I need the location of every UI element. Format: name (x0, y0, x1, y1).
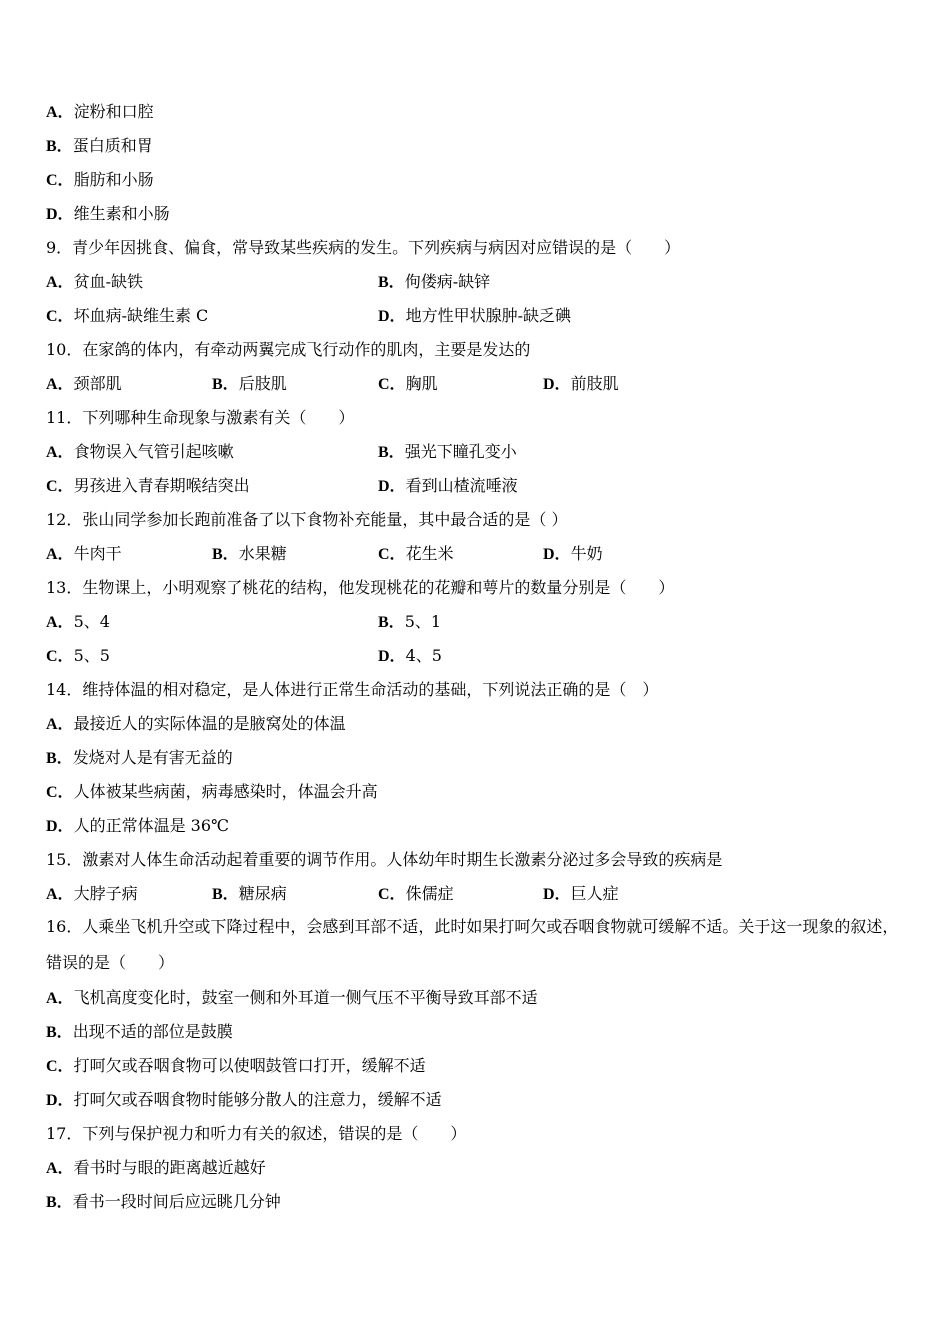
q13-option-b: B．5、1 (378, 612, 442, 631)
q9-option-c: C．坏血病-缺维生素 C (46, 306, 209, 325)
q14-option-a: A．最接近人的实际体温的是腋窝处的体温 (46, 714, 346, 733)
q15-option-d: D．巨人症 (543, 884, 619, 903)
q9-option-d: D．地方性甲状腺肿-缺乏碘 (378, 306, 571, 325)
q12-option-b: B．水果糖 (212, 544, 287, 563)
q16-option-c: C．打呵欠或吞咽食物可以使咽鼓管口打开，缓解不适 (46, 1056, 426, 1075)
q10-stem: 10．在家鸽的体内，有牵动两翼完成飞行动作的肌肉，主要是发达的 (46, 340, 531, 359)
q11-stem: 11．下列哪种生命现象与激素有关（ ） (46, 408, 355, 427)
q15-stem: 15．激素对人体生命活动起着重要的调节作用。人体幼年时期生长激素分泌过多会导致的疾病是 (46, 850, 723, 869)
q9-option-a: A．贫血-缺铁 (46, 272, 143, 291)
q9-stem: 9．青少年因挑食、偏食，常导致某些疾病的发生。下列疾病与病因对应错误的是（ ） (46, 238, 681, 257)
q13-option-c: C．5、5 (46, 646, 110, 665)
q12-option-d: D．牛奶 (543, 544, 603, 563)
q12-option-a: A．牛肉干 (46, 544, 122, 563)
q17-option-a: A．看书时与眼的距离越近越好 (46, 1158, 266, 1177)
q8-option-c: C．脂肪和小肠 (46, 170, 154, 189)
q10-option-c: C．胸肌 (378, 374, 438, 393)
q10-option-b: B．后肢肌 (212, 374, 287, 393)
q16-option-a: A．飞机高度变化时，鼓室一侧和外耳道一侧气压不平衡导致耳部不适 (46, 988, 538, 1007)
q15-option-c: C．侏儒症 (378, 884, 454, 903)
q13-option-d: D．4、5 (378, 646, 442, 665)
q10-option-a: A．颈部肌 (46, 374, 122, 393)
q14-option-d: D．人的正常体温是 36℃ (46, 816, 229, 835)
q14-stem: 14．维持体温的相对稳定，是人体进行正常生命活动的基础，下列说法正确的是（ ） (46, 680, 659, 699)
q13-stem: 13．生物课上，小明观察了桃花的结构，他发现桃花的花瓣和萼片的数量分别是（ ） (46, 578, 675, 597)
q14-option-b: B．发烧对人是有害无益的 (46, 748, 233, 767)
q13-option-a: A．5、4 (46, 612, 110, 631)
q17-option-b: B．看书一段时间后应远眺几分钟 (46, 1192, 281, 1211)
q16-option-b: B．出现不适的部位是鼓膜 (46, 1022, 233, 1041)
q11-option-a: A．食物误入气管引起咳嗽 (46, 442, 234, 461)
q12-stem: 12．张山同学参加长跑前准备了以下食物补充能量，其中最合适的是（ ） (46, 510, 568, 529)
q16-option-d: D．打呵欠或吞咽食物时能够分散人的注意力，缓解不适 (46, 1090, 442, 1109)
q16-stem: 16．人乘坐飞机升空或下降过程中，会感到耳部不适，此时如果打呵欠或吞咽食物就可缓解不适。关于这一现象的叙述，错误的是（ ） (46, 917, 899, 972)
q9-option-b: B．佝偻病-缺锌 (378, 272, 491, 291)
q8-option-a: A．淀粉和口腔 (46, 102, 154, 121)
q11-option-d: D．看到山楂流唾液 (378, 476, 518, 495)
q11-option-b: B．强光下瞳孔变小 (378, 442, 517, 461)
q17-stem: 17．下列与保护视力和听力有关的叙述，错误的是（ ） (46, 1124, 467, 1143)
q11-option-c: C．男孩进入青春期喉结突出 (46, 476, 250, 495)
q8-option-b: B．蛋白质和胃 (46, 136, 153, 155)
q10-option-d: D．前肢肌 (543, 374, 619, 393)
q14-option-c: C．人体被某些病菌，病毒感染时，体温会升高 (46, 782, 378, 801)
q15-option-a: A．大脖子病 (46, 884, 138, 903)
q8-option-d: D．维生素和小肠 (46, 204, 170, 223)
q15-option-b: B．糖尿病 (212, 884, 287, 903)
q12-option-c: C．花生米 (378, 544, 454, 563)
